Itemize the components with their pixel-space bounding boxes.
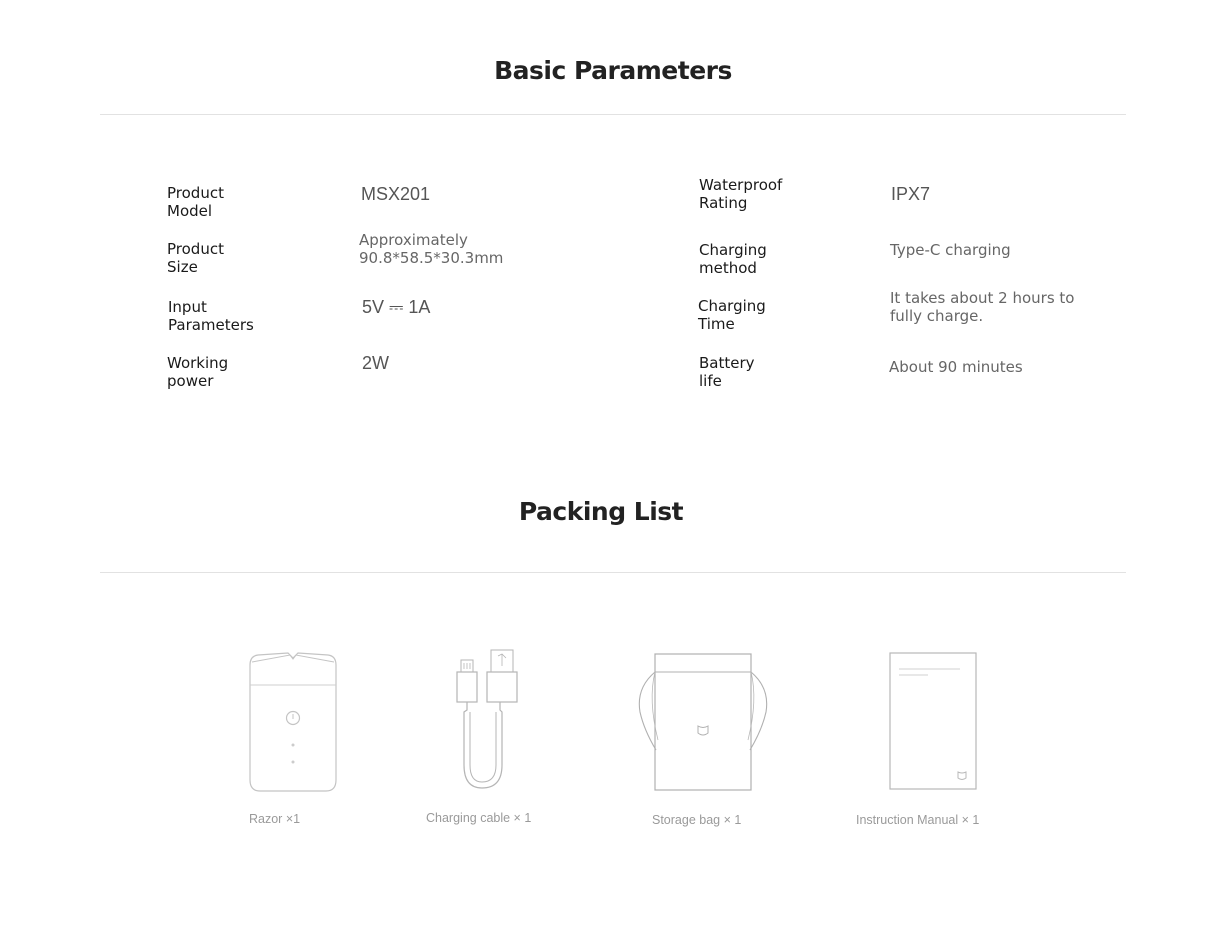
param-value-input-parameters: 5V ⎓ 1A <box>362 297 431 317</box>
param-label-waterproof-rating: Waterproof Rating <box>699 176 783 212</box>
param-value-working-power: 2W <box>362 353 389 373</box>
param-value-charging-time: It takes about 2 hours to fully charge. <box>890 289 1075 325</box>
param-label-working-power: Working power <box>167 354 229 390</box>
manual-icon <box>880 640 990 800</box>
param-value-waterproof-rating: IPX7 <box>891 184 931 204</box>
instruction-manual-caption: Instruction Manual × 1 <box>856 813 980 827</box>
usb-cable-icon <box>440 640 540 800</box>
basic-parameters-divider <box>100 114 1126 115</box>
basic-parameters-title: Basic Parameters <box>494 56 732 85</box>
param-label-input-parameters: Input Parameters <box>168 298 254 334</box>
storage-bag-icon <box>636 640 776 800</box>
param-value-product-size: Approximately 90.8*58.5*30.3mm <box>359 231 504 267</box>
param-value-product-model: MSX201 <box>361 184 431 204</box>
charging-cable-caption: Charging cable × 1 <box>426 811 532 825</box>
param-label-charging-method: Charging method <box>699 241 767 277</box>
param-value-charging-method: Type-C charging <box>890 241 1011 259</box>
param-label-product-size: Product Size <box>167 240 224 276</box>
param-label-battery-life: Battery life <box>699 354 755 390</box>
packing-list-divider <box>100 572 1126 573</box>
packing-list-title: Packing List <box>518 497 684 526</box>
param-label-product-model: Product Model <box>167 184 224 220</box>
storage-bag-caption: Storage bag × 1 <box>652 813 742 827</box>
razor-icon <box>240 640 350 800</box>
param-value-battery-life: About 90 minutes <box>889 358 1023 376</box>
param-label-charging-time: Charging Time <box>698 297 766 333</box>
razor-caption: Razor ×1 <box>249 812 301 826</box>
